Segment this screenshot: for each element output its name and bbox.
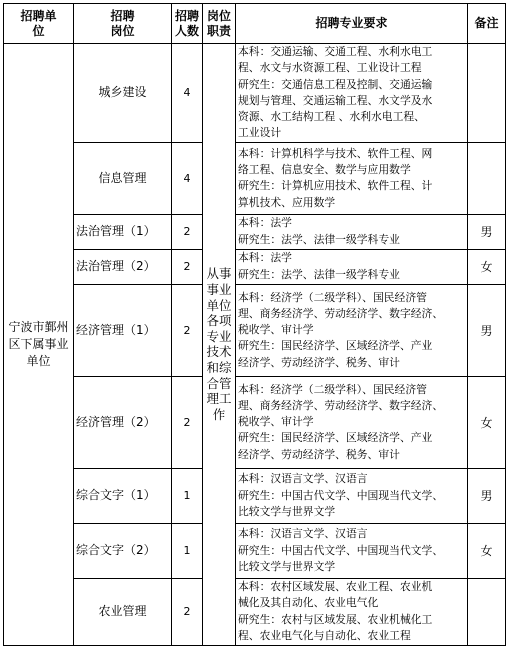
header-count: 招聘人数 <box>172 4 203 44</box>
count-cell: 4 <box>172 44 203 143</box>
requirement-line: 本科：汉语言文学、汉语言 <box>238 527 368 541</box>
note-cell <box>468 142 506 214</box>
duty-cell: 从事事业单位各项专业技术和综合管理工作 <box>203 44 236 646</box>
requirements-cell <box>236 376 468 468</box>
unit-name-cell: 宁波市鄞州区下属事业单位 <box>4 44 74 646</box>
count-cell: 1 <box>172 468 203 523</box>
requirement-line: 研究生：法学、法律一级学科专业 <box>238 232 400 246</box>
requirement-line: 本科：经济学（二级学科）、国民经济管 <box>238 290 427 304</box>
requirement-line: 研究生：中国古代文学、中国现当代文学、 <box>238 543 444 557</box>
requirements-cell <box>236 249 468 284</box>
count-cell: 2 <box>172 578 203 645</box>
requirement-line: 经济学、劳动经济学、税务、审计 <box>238 355 400 369</box>
requirement-line: 研究生：中国古代文学、中国现当代文学、 <box>238 488 444 502</box>
requirement-line: 算机技术、应用数学 <box>238 195 336 209</box>
position-cell: 法治管理（1） <box>74 214 172 249</box>
note-cell: 女 <box>468 376 506 468</box>
position-cell: 经济管理（1） <box>74 284 172 376</box>
table-row <box>4 578 506 645</box>
count-cell: 4 <box>172 142 203 214</box>
count-cell: 1 <box>172 523 203 578</box>
note-cell <box>468 44 506 143</box>
table-row <box>4 284 506 376</box>
requirements-cell <box>236 468 468 523</box>
requirements-cell <box>236 578 468 645</box>
requirement-line: 理、商务经济学、劳动经济学、数字经济、 <box>238 398 444 412</box>
requirement-line: 本科：经济学（二级学科）、国民经济管 <box>238 382 427 396</box>
position-cell: 综合文字（2） <box>74 523 172 578</box>
recruitment-table <box>3 3 506 646</box>
requirement-line: 本科：计算机科学与技术、软件工程、网 <box>238 146 433 160</box>
table-row <box>4 523 506 578</box>
table-row <box>4 468 506 523</box>
requirements-cell <box>236 44 468 143</box>
requirements-cell <box>236 284 468 376</box>
note-cell: 女 <box>468 523 506 578</box>
count-cell: 2 <box>172 284 203 376</box>
note-cell: 男 <box>468 468 506 523</box>
note-cell <box>468 578 506 645</box>
requirement-line: 本科：汉语言文学、汉语言 <box>238 472 368 486</box>
requirement-line: 本科：农村区域发展、农业工程、农业机 <box>238 580 433 594</box>
requirement-line: 资源、水工结构工程 、水利水电工程、 <box>238 110 425 124</box>
table-row <box>4 142 506 214</box>
note-cell: 男 <box>468 284 506 376</box>
requirement-line: 研究生：国民经济学、区域经济学、产业 <box>238 339 433 353</box>
requirement-line: 研究生：农村与区域发展、农业机械化工 <box>238 612 433 626</box>
note-cell: 男 <box>468 214 506 249</box>
requirement-line: 程、农业电气化与自动化、农业工程 <box>238 629 411 643</box>
requirement-line: 研究生：法学、法律一级学科专业 <box>238 267 400 281</box>
requirement-line: 规划与管理、交通运输工程、水文学及水 <box>238 93 433 107</box>
requirement-line: 工业设计 <box>238 126 282 140</box>
position-cell: 经济管理（2） <box>74 376 172 468</box>
requirement-line: 税收学、审计学 <box>238 323 314 337</box>
requirements-cell <box>236 523 468 578</box>
requirement-line: 税收学、审计学 <box>238 415 314 429</box>
position-cell: 法治管理（2） <box>74 249 172 284</box>
header-unit: 招聘单位 <box>4 4 74 44</box>
header-requirements: 招聘专业要求 <box>236 4 468 44</box>
table-row <box>4 376 506 468</box>
requirement-line: 本科：法学 <box>238 251 292 265</box>
requirement-line: 研究生：交通信息工程及控制、交通运输 <box>238 77 433 91</box>
requirement-line: 理、商务经济学、劳动经济学、数字经济、 <box>238 306 444 320</box>
requirement-line: 研究生：国民经济学、区域经济学、产业 <box>238 431 433 445</box>
position-cell: 综合文字（1） <box>74 468 172 523</box>
requirement-line: 械化及其自动化、农业电气化 <box>238 596 379 610</box>
requirement-line: 经济学、劳动经济学、税务、审计 <box>238 447 400 461</box>
table-row <box>4 44 506 143</box>
requirements-cell <box>236 214 468 249</box>
table-row <box>4 249 506 284</box>
requirement-line: 研究生：计算机应用技术、软件工程、计 <box>238 179 433 193</box>
count-cell: 2 <box>172 214 203 249</box>
requirement-line: 比较文学与世界文学 <box>238 504 336 518</box>
position-cell: 信息管理 <box>74 142 172 214</box>
requirement-line: 比较文学与世界文学 <box>238 559 336 573</box>
requirements-cell <box>236 142 468 214</box>
requirement-line: 本科：交通运输、交通工程、水利水电工 <box>238 45 433 58</box>
header-row <box>4 4 506 44</box>
table-row <box>4 214 506 249</box>
count-cell: 2 <box>172 376 203 468</box>
position-cell: 农业管理 <box>74 578 172 645</box>
header-note: 备注 <box>468 4 506 44</box>
note-cell: 女 <box>468 249 506 284</box>
requirement-line: 络工程、信息安全、数学与应用数学 <box>238 162 411 176</box>
header-position: 招聘岗位 <box>74 4 172 44</box>
requirement-line: 本科：法学 <box>238 216 292 230</box>
header-duty: 岗位职责 <box>203 4 236 44</box>
count-cell: 2 <box>172 249 203 284</box>
position-cell: 城乡建设 <box>74 44 172 143</box>
requirement-line: 程、水文与水资源工程、工业设计工程 <box>238 61 422 75</box>
